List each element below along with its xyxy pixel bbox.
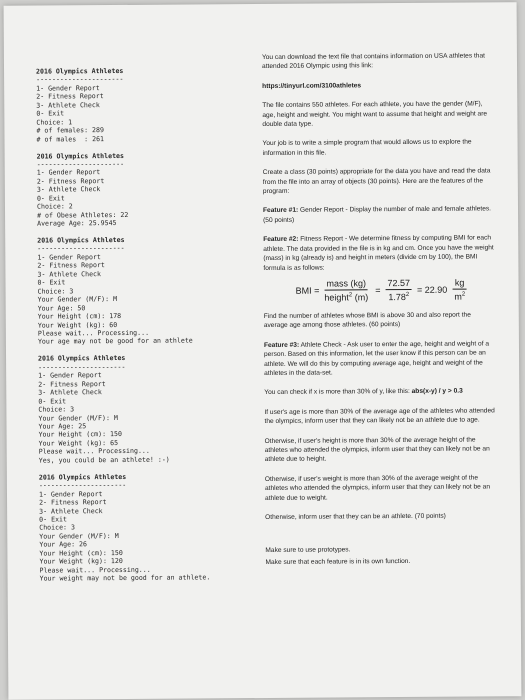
console-line: 1- Gender Report [37, 253, 101, 262]
console-line: 2- Fitness Report [39, 498, 107, 507]
height-rule: Otherwise, if user's height is more than 30% of the average height of the athletes who attended the olympics, inform user that they can likely not be an athlete due to height. [264, 436, 490, 464]
console-line: Choice: 2 [36, 202, 73, 211]
menu-separator: ---------------------- [36, 75, 124, 85]
console-line: # of Obese Athletes: 22 [37, 210, 129, 220]
console-line: 0- Exit [38, 396, 67, 406]
console-line: 1- Gender Report [38, 371, 102, 380]
console-line: # of females: 289 [36, 126, 104, 135]
console-line: 1- Gender Report [36, 168, 101, 177]
console-line: 3- Athlete Check [37, 269, 102, 279]
console-line: 2- Fitness Report [36, 176, 105, 186]
console-line: Choice: 3 [38, 405, 75, 414]
console-line: Average Age: 25.9545 [37, 219, 117, 228]
bmi-formula: BMI = $\frac{\text{mass (kg)}}{height^2 (m)}$ = $\frac{72.57}{1.78^2}$ = 22.90 $\frac{kg}{m^2}$ [295, 277, 466, 303]
feature-1: Feature #1: Gender Report - Display the number of male and female athletes. (50 points) [262, 205, 492, 224]
assignment-text-column [262, 51, 498, 577]
console-line: 2- Fitness Report [36, 92, 104, 101]
feature-2-task: Find the number of athletes whose BMI is above 30 and also report the average age among those athletes. (60 points) [263, 311, 471, 330]
closing-note-2: Make sure that each feature is in its own function. [265, 557, 411, 566]
job-description: Your job is to write a simple program that would allows us to explore the information in this file. [262, 138, 472, 157]
console-line: 0- Exit [36, 194, 65, 203]
console-line: Choice: 3 [39, 523, 75, 532]
console-line: 2- Fitness Report [37, 261, 105, 270]
menu-title: 2016 Olympics Athletes [36, 66, 124, 76]
weight-rule: Otherwise, if user's weight is more than 30% of the average weight of the athletes who attended the olympics, inform user that they can likely not be an athlete due to weight. [264, 474, 491, 502]
menu-separator: ---------------------- [38, 362, 126, 372]
console-line: Please wait... Processing... [38, 447, 150, 456]
console-line: 0- Exit [36, 109, 65, 118]
menu-title: 2016 Olympics Athletes [36, 151, 125, 161]
console-line: 0- Exit [39, 515, 67, 524]
menu-separator: ---------------------- [38, 481, 127, 490]
console-line: Please wait... Processing... [39, 565, 151, 575]
else-rule: Otherwise, inform user that they can be an athlete. (70 points) [265, 512, 446, 521]
console-line: Choice: 1 [36, 118, 73, 127]
console-line: 3- Athlete Check [38, 388, 102, 397]
console-line: Your Weight (kg): 120 [39, 557, 123, 566]
intro-paragraph: You can download the text file that contains information on USA athletes that attended 2016 Olympic using this link: [261, 52, 485, 71]
menu-title: 2016 Olympics Athletes [38, 472, 127, 482]
threshold-check: You can check if x is more than 30% of y, like this: abs(x-y) / y > 0.3 [264, 387, 463, 397]
console-line: # of males : 261 [36, 134, 105, 144]
menu-title: 2016 Olympics Athletes [37, 235, 125, 245]
document-page [4, 2, 522, 700]
console-line: Your Gender (M/F): M [38, 413, 118, 423]
menu-separator: ---------------------- [36, 159, 125, 169]
closing-note-1: Make sure to use prototypes. [265, 546, 351, 555]
console-line: 3- Athlete Check [36, 100, 100, 110]
console-line: 0- Exit [37, 278, 66, 287]
console-line: 3- Athlete Check [36, 185, 101, 194]
console-line: 1- Gender Report [38, 489, 103, 499]
console-line: Your Age: 25 [38, 422, 87, 431]
menu-separator: ---------------------- [37, 244, 125, 254]
console-line: Your Height (cm): 150 [39, 548, 123, 558]
menu-title: 2016 Olympics Athletes [38, 354, 126, 363]
console-line: Please wait... Processing... [37, 328, 150, 338]
console-output-column [36, 66, 250, 583]
console-line: Yes, you could be an athlete! :-) [38, 455, 170, 465]
console-line: Choice: 3 [37, 287, 74, 296]
console-line: 1- Gender Report [36, 84, 100, 93]
console-line: Your Weight (kg): 65 [38, 438, 119, 448]
console-line: Your Age: 26 [39, 540, 88, 549]
console-line: Your Gender (M/F): M [39, 531, 119, 541]
console-line: Your Weight (kg): 60 [37, 320, 118, 330]
feature-2: Feature #2: Fitness Report - We determine fitness by computing BMI for each athlete. The data provided in the file is in kg and cm. Once you have the weight (mass) in kg (already is) and height in meters (divide cm by 100), the BMI formula is as follows: [263, 234, 494, 272]
console-line: Your Height (cm): 150 [38, 430, 122, 440]
feature-3: Feature #3: Athlete Check - Ask user to enter the age, height and weight of a person. Based on this information, let the user know if this person can be an athlete. We will do this by computing average age, height and weight of the athletes in the data-set. [263, 340, 490, 377]
console-line: 3- Athlete Check [39, 506, 103, 516]
console-line: Your Gender (M/F): M [37, 295, 118, 304]
create-class-paragraph: Create a class (30 points) appropriate for the data you have and read the data from the file into an array of objects (30 points). Here are the features of the program: [262, 167, 491, 196]
console-line: Your age may not be good for an athlete [37, 336, 193, 347]
file-description: The file contains 550 athletes. For each athlete, you have the gender (M/F), age, height and weight. You might want to assume that height and weight are double data type. [262, 100, 488, 129]
console-line: Your weight may not be good for an athlete. [39, 573, 211, 583]
download-link: https://tinyurl.com/3100athletes [262, 82, 362, 90]
console-line: 2- Fitness Report [38, 379, 106, 389]
console-line: Your Age: 50 [37, 303, 86, 313]
console-line: Your Height (cm): 178 [37, 312, 122, 321]
age-rule: If user's age is more than 30% of the average age of the athletes who attended the olympics, inform user that they can likely not be an athlete due to age. [264, 407, 495, 426]
